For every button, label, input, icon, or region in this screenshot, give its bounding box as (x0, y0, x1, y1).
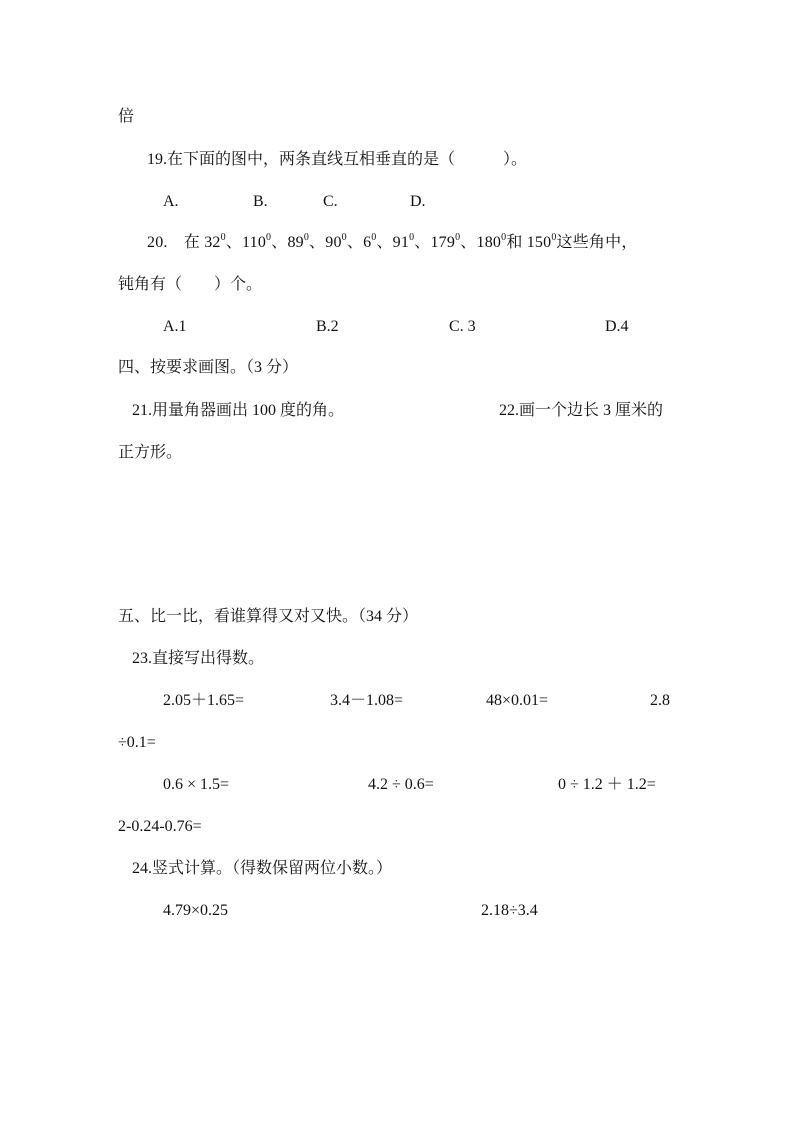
separator: 、 (271, 234, 288, 251)
q20-angle: 110 (242, 234, 267, 251)
q23-expr: 0 ÷ 1.2 ＋ 1.2= (558, 776, 656, 793)
section-5-heading: 五、比一比，看谁算得又对又快。（34 分） (118, 608, 419, 625)
q19-option-b: B. (253, 193, 268, 210)
question-24-title: 24.竖式计算。（得数保留两位小数。） (132, 860, 393, 877)
separator: 、 (309, 234, 326, 251)
question-22-line2: 正方形。 (118, 444, 183, 461)
separator: 、 (414, 234, 431, 251)
continuation-text: 倍 (118, 108, 135, 125)
q20-prefix: 20. 在 (147, 234, 205, 251)
question-22-line1: 22.画一个边长 3 厘米的 (499, 402, 664, 419)
degree-mark: 0 (501, 232, 507, 243)
q24-expr: 2.18÷3.4 (481, 902, 538, 919)
q20-angle: 180 (476, 234, 502, 251)
question-19-text: 19.在下面的图中，两条直线互相垂直的是（ ）。 (147, 151, 528, 168)
question-21-text: 21.用量角器画出 100 度的角。 (132, 402, 345, 419)
q20-option-d: D.4 (605, 318, 629, 335)
q20-angle: 90 (325, 234, 342, 251)
section-4-heading: 四、按要求画图。（3 分） (118, 359, 299, 376)
q19-option-a: A. (163, 193, 179, 210)
separator: 、 (376, 234, 393, 251)
q23-expr-wrap: 2-0.24-0.76= (118, 818, 202, 835)
degree-mark: 0 (220, 232, 226, 243)
q19-option-c: C. (323, 193, 338, 210)
q23-expr: 2.8 (650, 692, 670, 709)
degree-mark: 0 (409, 232, 415, 243)
q20-angle: 91 (392, 234, 410, 251)
q20-angle: 32 (204, 234, 221, 251)
q23-expr: 0.6 × 1.5= (163, 776, 230, 793)
q23-expr: 48×0.01= (486, 692, 549, 709)
q23-expr: 3.4－1.08= (330, 692, 404, 709)
q23-expr: 2.05＋1.65= (163, 692, 245, 709)
q24-expr: 4.79×0.25 (163, 902, 229, 919)
q20-conjunction: 和 (506, 234, 527, 251)
q20-suffix: 这些角中， (556, 234, 638, 251)
question-23-title: 23.直接写出得数。 (132, 650, 265, 667)
degree-mark: 0 (371, 232, 377, 243)
question-20-line2: 钝角有（ ）个。 (118, 276, 263, 293)
q20-option-c: C. 3 (449, 318, 476, 335)
q20-angle: 179 (430, 234, 456, 251)
q23-expr-wrap: ÷0.1= (118, 734, 156, 751)
degree-mark: 0 (341, 232, 347, 243)
q20-option-a: A.1 (163, 318, 187, 335)
degree-mark: 0 (303, 232, 310, 243)
separator: 、 (225, 234, 243, 251)
q23-expr: 4.2 ÷ 0.6= (368, 776, 434, 793)
separator: 、 (460, 234, 477, 251)
q20-angle: 6 (363, 234, 372, 251)
q20-option-b: B.2 (316, 318, 339, 335)
degree-mark: 0 (455, 232, 461, 243)
q20-angle: 150 (526, 234, 552, 251)
degree-mark: 0 (551, 232, 557, 243)
q20-angle: 89 (287, 234, 304, 251)
q19-option-d: D. (410, 193, 426, 210)
separator: 、 (346, 234, 364, 251)
degree-mark: 0 (266, 232, 272, 243)
question-20-line1 (147, 233, 638, 253)
